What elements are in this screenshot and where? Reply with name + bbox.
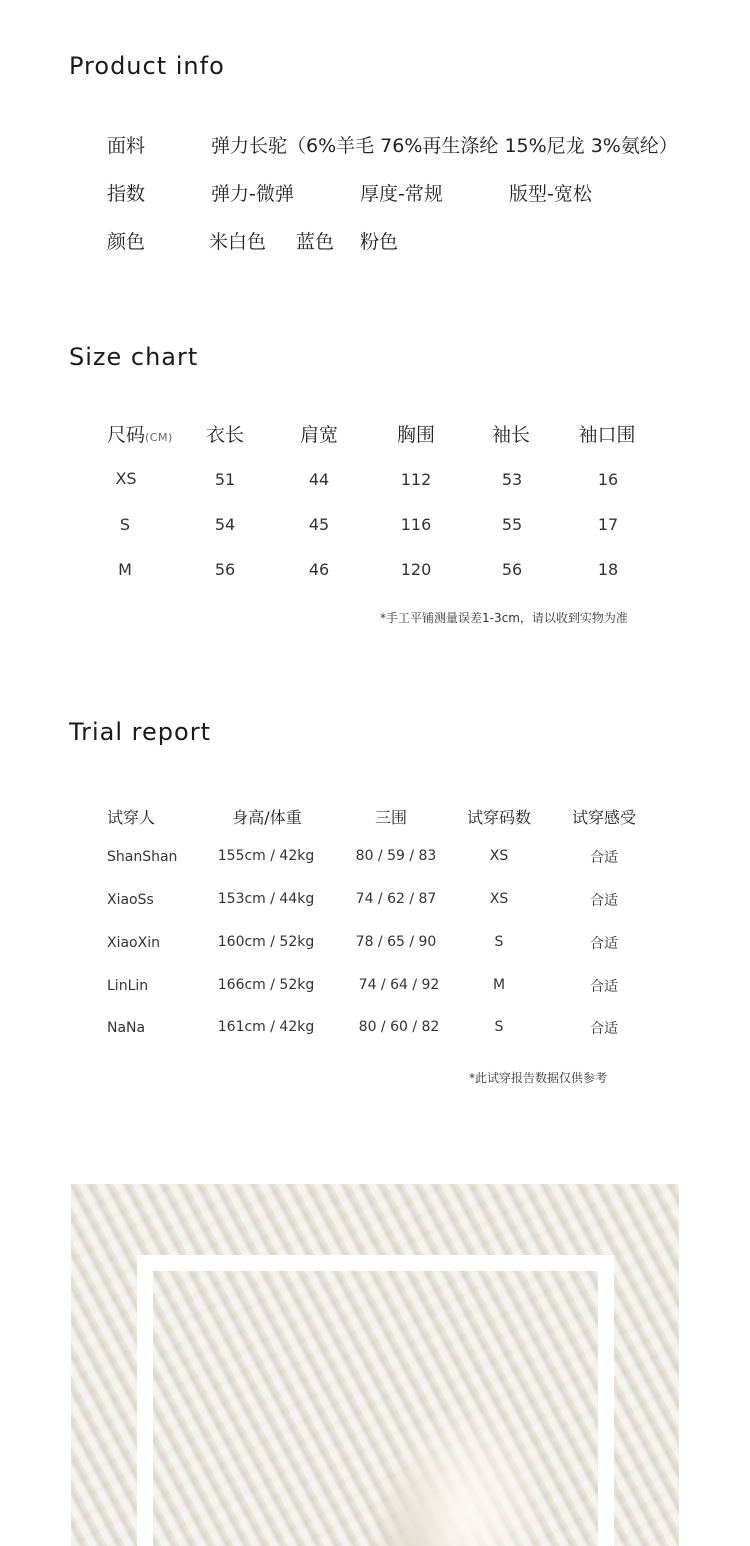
photo-frame: [137, 1255, 614, 1546]
table-cell: 17: [597, 515, 619, 534]
table-cell: 合适: [590, 979, 618, 995]
table-cell: 80 / 59 / 83: [355, 848, 437, 864]
size-header-label: 尺码: [107, 424, 146, 446]
table-cell: 44: [308, 470, 330, 489]
header-shoulder: 肩宽: [299, 424, 339, 446]
header-cuff: 袖口围: [578, 424, 636, 446]
fabric-value: 弹力长驼（6%羊毛 76%再生涤纶 15%尼龙 3%氨纶）: [211, 135, 678, 157]
size-cell: XS: [115, 469, 137, 488]
tester-name: LinLin: [107, 978, 149, 994]
fit-value: 版型-宽松: [509, 183, 592, 205]
table-cell: 74 / 62 / 87: [355, 891, 437, 907]
header-sleeve: 袖长: [491, 424, 531, 446]
table-cell: 116: [400, 515, 432, 534]
table-cell: 160cm / 52kg: [217, 934, 315, 950]
table-cell: 51: [214, 470, 236, 489]
table-cell: 78 / 65 / 90: [355, 934, 437, 950]
size-unit: (CM): [145, 431, 173, 444]
table-cell: 74 / 64 / 92: [358, 977, 440, 993]
elasticity-value: 弹力-微弹: [211, 183, 294, 205]
table-cell: 54: [214, 515, 236, 534]
table-cell: 46: [308, 560, 330, 579]
table-cell: 153cm / 44kg: [217, 891, 315, 907]
size-header: [107, 420, 173, 447]
color-label: 颜色: [107, 231, 146, 253]
header-length: 衣长: [205, 424, 245, 446]
table-cell: 合适: [590, 893, 618, 909]
fabric-texture-photo: [71, 1184, 679, 1546]
tester-name: ShanShan: [107, 849, 178, 865]
table-cell: 55: [501, 515, 523, 534]
color-option-blue: 蓝色: [296, 231, 335, 253]
fabric-label: 面料: [107, 135, 146, 157]
trial-report-note: *此试穿报告数据仅供参考: [469, 1071, 608, 1085]
size-cell: M: [118, 560, 132, 579]
size-cell: S: [119, 515, 131, 534]
table-cell: S: [494, 1019, 504, 1035]
header-feeling: 试穿感受: [571, 808, 637, 827]
table-cell: 120: [400, 560, 432, 579]
table-cell: 155cm / 42kg: [217, 848, 315, 864]
header-trial-size: 试穿码数: [466, 808, 532, 827]
index-label: 指数: [107, 183, 146, 205]
table-cell: 161cm / 42kg: [217, 1019, 315, 1035]
header-height-weight: 身高/体重: [232, 808, 302, 827]
color-option-beige: 米白色: [209, 231, 267, 253]
table-cell: S: [494, 934, 504, 950]
product-info-title: Product info: [69, 52, 225, 80]
header-chest: 胸围: [396, 424, 436, 446]
table-cell: 18: [597, 560, 619, 579]
tester-name: NaNa: [107, 1020, 146, 1036]
table-cell: 合适: [590, 850, 618, 866]
table-cell: 合适: [590, 1021, 618, 1037]
table-cell: XS: [489, 891, 509, 907]
tester-name: XiaoXin: [107, 935, 160, 951]
size-chart-title: Size chart: [69, 343, 199, 371]
size-chart-note: *手工平铺测量误差1-3cm，请以收到实物为准: [380, 611, 628, 625]
thickness-value: 厚度-常规: [360, 183, 443, 205]
table-cell: 45: [308, 515, 330, 534]
tester-name: XiaoSs: [107, 892, 154, 908]
table-cell: 56: [214, 560, 236, 579]
table-cell: XS: [489, 848, 509, 864]
trial-report-title: Trial report: [69, 718, 211, 746]
table-cell: 80 / 60 / 82: [358, 1019, 440, 1035]
table-cell: 合适: [590, 936, 618, 952]
table-cell: 56: [501, 560, 523, 579]
table-cell: M: [492, 977, 506, 993]
table-cell: 112: [400, 470, 432, 489]
header-measurements: 三围: [374, 808, 408, 827]
color-option-pink: 粉色: [360, 231, 399, 253]
header-tester: 试穿人: [107, 808, 156, 827]
table-cell: 16: [597, 470, 619, 489]
table-cell: 166cm / 52kg: [217, 977, 315, 993]
table-cell: 53: [501, 470, 523, 489]
